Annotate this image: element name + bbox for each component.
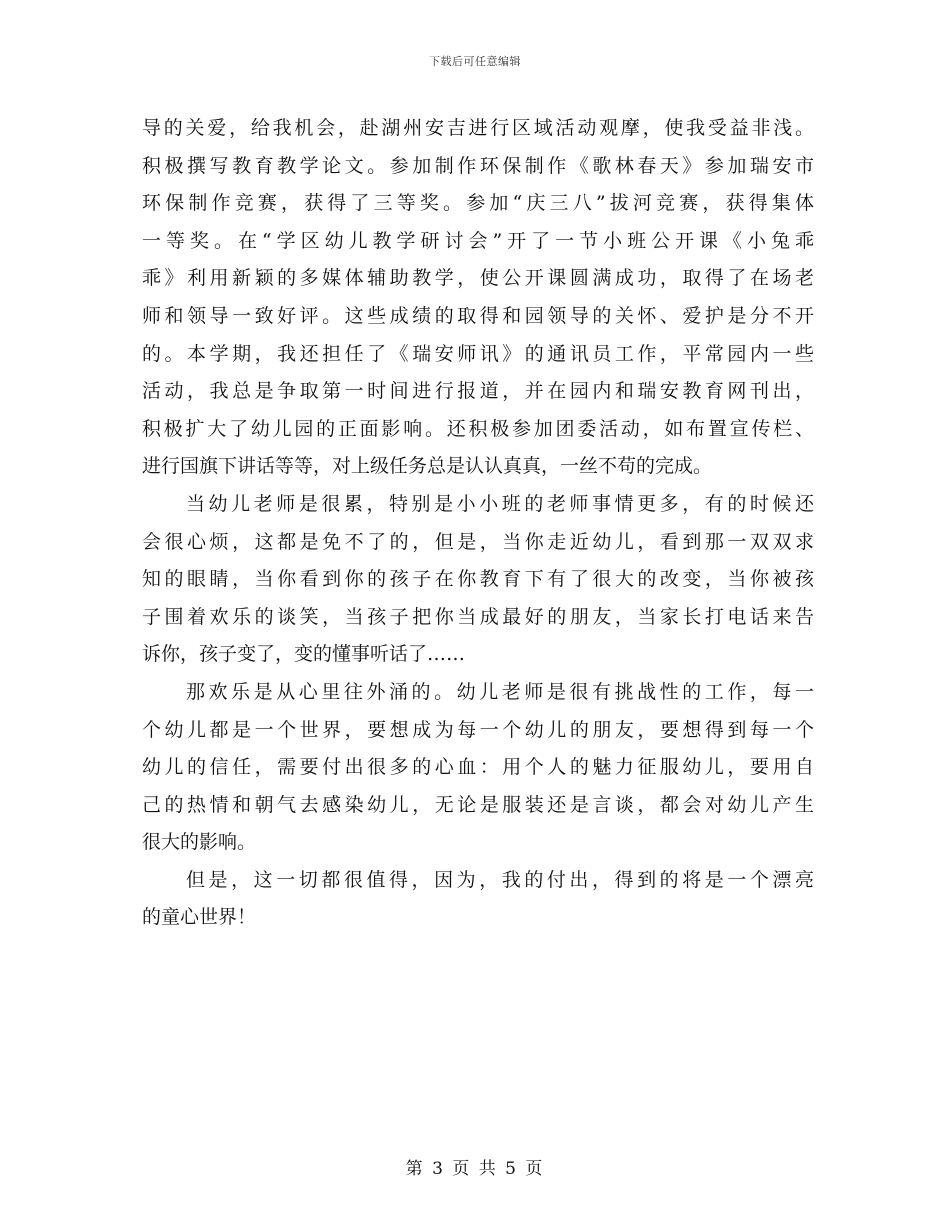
text-line: 个幼儿都是一个世界，要想成为每一个幼儿的朋友，要想得到每一个 — [142, 718, 814, 741]
text-line: 的童心世界！ — [142, 906, 257, 929]
text-line: 诉你，孩子变了，变的懂事听话了…… — [142, 643, 466, 666]
text-line: 活动，我总是争取第一时间进行报道，并在园内和瑞安教育网刊出， — [142, 380, 814, 403]
text-line: 师和领导一致好评。这些成绩的取得和园领导的关怀、爱护是分不开 — [142, 304, 814, 327]
text-line: 积极扩大了幼儿园的正面影响。还积极参加团委活动，如布置宣传栏、 — [142, 417, 814, 440]
page-footer: 第 3 页 共 5 页 — [405, 1159, 545, 1179]
paragraph-first-line: 但是，这一切都很值得，因为，我的付出，得到的将是一个漂亮 — [186, 868, 814, 891]
text-line: 导的关爱，给我机会，赴湖州安吉进行区域活动观摩，使我受益非浅。 — [142, 117, 814, 139]
text-line: 积极撰写教育教学论文。参加制作环保制作《歌林春天》参加瑞安市 — [142, 154, 814, 177]
document-body — [142, 110, 814, 937]
text-line: 进行国旗下讲话等等，对上级任务总是认认真真，一丝不苟的完成。 — [142, 455, 713, 478]
text-line: 幼儿的信任，需要付出很多的心血：用个人的魅力征服幼儿，要用自 — [142, 756, 814, 779]
text-line: 一等奖。在“学区幼儿教学研讨会”开了一节小班公开课《小兔乖 — [142, 229, 814, 252]
text-line: 很大的影响。 — [142, 831, 257, 854]
text-line: 子围着欢乐的谈笑，当孩子把你当成最好的朋友，当家长打电话来告 — [142, 605, 814, 628]
page-header: 下载后可任意编辑 — [429, 55, 521, 68]
text-line: 的。本学期，我还担任了《瑞安师讯》的通讯员工作，平常园内一些 — [142, 342, 814, 365]
text-line: 知的眼睛，当你看到你的孩子在你教育下有了很大的改变，当你被孩 — [142, 568, 814, 591]
text-line: 乖》利用新颖的多媒体辅助教学，使公开课圆满成功，取得了在场老 — [142, 267, 814, 290]
text-line: 环保制作竞赛，获得了三等奖。参加“庆三八”拔河竞赛，获得集体 — [142, 192, 814, 215]
paragraph-first-line: 当幼儿老师是很累，特别是小小班的老师事情更多，有的时候还 — [186, 492, 814, 515]
paragraph-first-line: 那欢乐是从心里往外涌的。幼儿老师是很有挑战性的工作，每一 — [186, 680, 814, 703]
text-line: 己的热情和朝气去感染幼儿，无论是服装还是言谈，都会对幼儿产生 — [142, 793, 814, 816]
text-line: 会很心烦，这都是免不了的，但是，当你走近幼儿，看到那一双双求 — [142, 530, 814, 553]
